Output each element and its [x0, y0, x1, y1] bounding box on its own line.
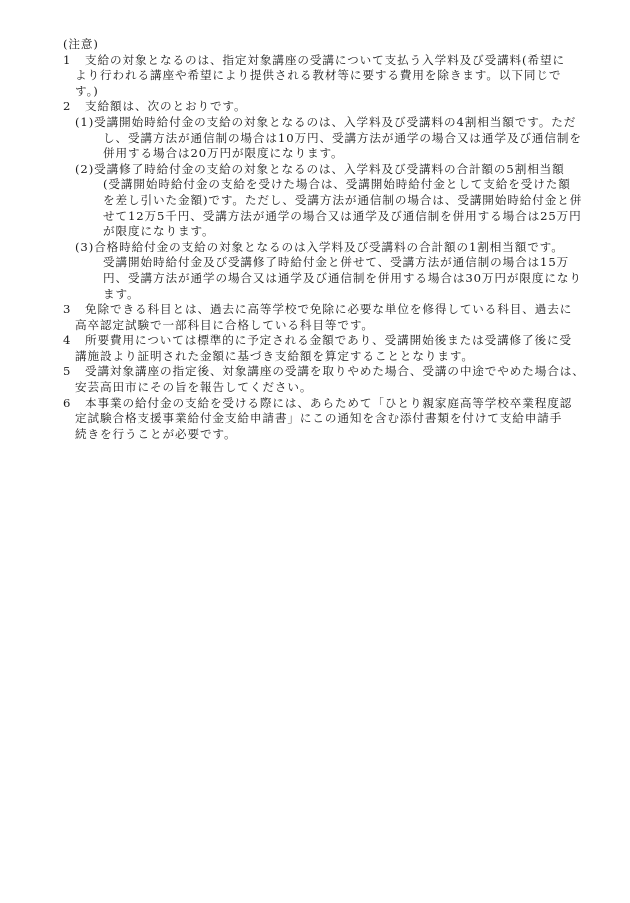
item-text: 支給の対象となるのは、指定対象講座の受講について支払う入学料及び受講料(希望に: [85, 52, 565, 67]
item-number: 4: [63, 333, 72, 348]
subitem-1: [63, 115, 583, 162]
notice-item-3: [63, 302, 583, 333]
subitem-text: 受講修了時給付金の支給の対象となるのは、入学料及び受講料の合計額の5割相当額: [94, 161, 565, 176]
notice-item-6: [63, 396, 583, 443]
subitem-number: (3): [75, 239, 95, 254]
notice-item-2: [63, 99, 583, 302]
subitem-number: (1): [75, 114, 95, 129]
item-text: 定試験合格支援事業給付金支給申請書」にこの通知を含む添付書類を付けて支給申請手: [75, 411, 563, 426]
subitem-text: 併用する場合は20万円が限度になります。: [103, 146, 344, 161]
subitem-2: [63, 162, 583, 240]
item-text: より行われる講座や希望により提供される教材等に要する費用を除きます。以下同じで: [75, 68, 562, 83]
subitem-text: ます。: [103, 286, 140, 301]
subitem-text: せて12万5千円、受講方法が通学の場合又は通学及び通信制を併用する場合は25万円: [103, 208, 582, 223]
item-number: 2: [63, 99, 72, 114]
subitem-number: (2): [75, 161, 95, 176]
item-text: 講施設より証明された金額に基づき支給額を算定することとなります。: [75, 348, 474, 363]
subitem-text: 円、受講方法が通学の場合又は通学及び通信制を併用する場合は30万円が限度になり: [103, 270, 582, 285]
item-number: 1: [63, 52, 72, 67]
notice-heading: (注意): [63, 37, 99, 51]
item-text: 所要費用については標準的に予定される金額であり、受講開始後または受講修了後に受: [85, 333, 573, 348]
subitem-text: を差し引いた金額)です。ただし、受講方法が通信制の場合は、受講開始時給付金と併: [103, 192, 583, 207]
notice-item-1: [63, 53, 583, 100]
item-text: 本事業の給付金の支給を受ける際には、あらためて「ひとり親家庭高等学校卒業程度認: [85, 395, 573, 410]
subitem-text: 受講開始時給付金の支給の対象となるのは、入学料及び受講料の4割相当額です。ただ: [94, 114, 577, 129]
item-text: す。): [75, 83, 99, 98]
subitem-text: (受講開始時給付金の支給を受けた場合は、受講開始時給付金として支給を受けた額: [103, 177, 571, 192]
notice-item-5: [63, 364, 583, 395]
item-text: 支給額は、次のとおりです。: [85, 99, 247, 114]
notice-item-4: [63, 333, 583, 364]
subitem-text: が限度になります。: [103, 224, 215, 239]
item-text: 高卒認定試験で一部科目に合格している科目等です。: [75, 317, 374, 332]
subitem-text: 合格時給付金の支給の対象となるのは入学料及び受講料の合計額の1割相当額です。: [94, 239, 564, 254]
notice-document: [63, 37, 583, 442]
subitem-text: 受講開始時給付金及び受講修了時給付金と併せて、受講方法が通信制の場合は15万: [103, 255, 570, 270]
subitem-text: し、受講方法が通信制の場合は10万円、受講方法が通学の場合又は通学及び通信制を: [103, 130, 582, 145]
item-number: 6: [63, 395, 72, 410]
item-text: 受講対象講座の指定後、対象講座の受講を取りやめた場合、受講の中途でやめた場合は、: [85, 364, 585, 379]
item-number: 5: [63, 364, 72, 379]
item-number: 3: [63, 302, 72, 317]
item-text: 続きを行うことが必要です。: [75, 426, 237, 441]
item-text: 安芸高田市にその旨を報告してください。: [75, 380, 313, 395]
subitem-3: [63, 240, 583, 302]
item-text: 免除できる科目とは、過去に高等学校で免除に必要な単位を修得している科目、過去に: [85, 302, 573, 317]
